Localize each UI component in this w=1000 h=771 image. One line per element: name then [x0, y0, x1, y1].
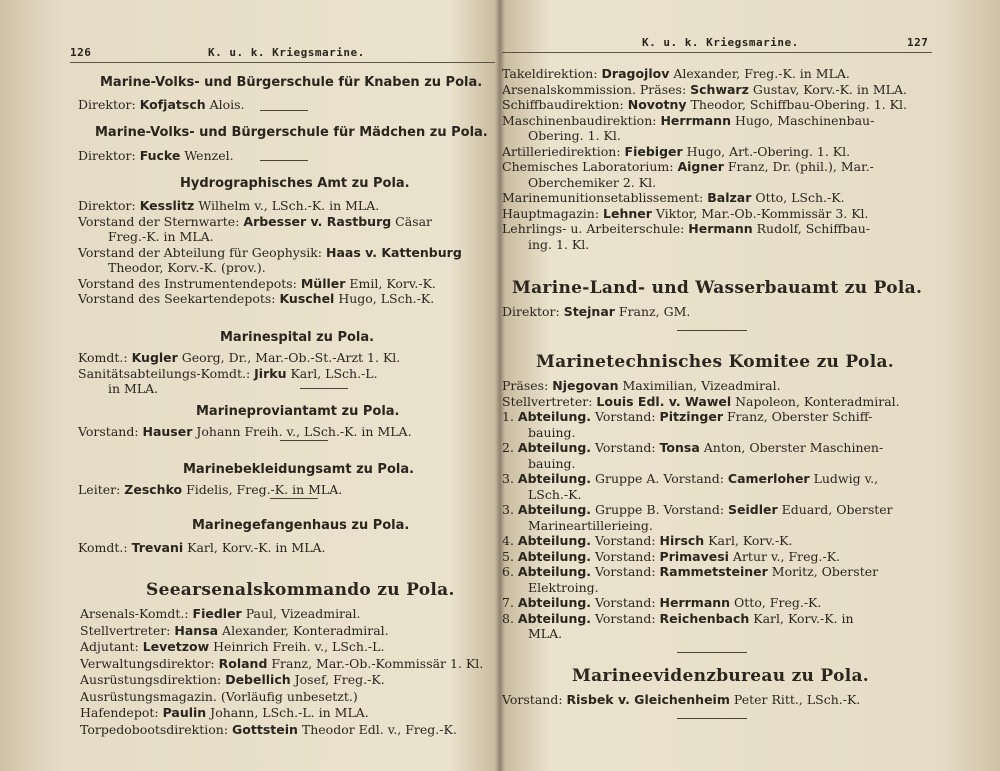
entry-name: Fiebiger — [624, 143, 683, 159]
entry-label: 4. — [502, 533, 518, 548]
entry-line — [78, 245, 462, 260]
entry-text: Peter Ritt., LSch.-K. — [729, 692, 861, 707]
entry-label: Artilleriedirektion: — [502, 143, 625, 159]
entry-text: ing. 1. Kl. — [528, 236, 590, 252]
entry-line — [80, 606, 360, 621]
entry-text: Alexander, Freg.-K. in MLA. — [669, 66, 850, 81]
entry-text: Hugo, Maschinenbau- — [730, 112, 875, 128]
entry-line — [528, 237, 589, 252]
entry-name: Herrmann — [659, 595, 731, 610]
entry-line — [80, 705, 369, 720]
running-header-right: K. u. k. Kriegsmarine. — [642, 36, 799, 49]
entry-name: Tonsa — [659, 440, 700, 455]
entry-line — [502, 190, 845, 205]
entry-text: Theodor, Schiffbau-Obering. 1. Kl. — [686, 97, 907, 112]
entry-text: Heinrich Freih. v., LSch.-L. — [209, 639, 385, 654]
entry-text: Oberchemiker 2. Kl. — [528, 174, 657, 190]
separator-rule — [677, 718, 747, 719]
page-number-right: 127 — [907, 36, 929, 49]
entry-label: Chemisches Laboratorium: — [502, 159, 678, 174]
entry-line — [502, 471, 878, 486]
entry-label: Takeldirektion: — [502, 66, 602, 81]
entry-text: Theodor, Korv.-K. (prov.). — [108, 260, 266, 275]
entry-name: Debellich — [225, 672, 291, 687]
entry-text: Eduard, Oberster — [777, 502, 893, 517]
entry-line — [502, 611, 854, 626]
entry-label: 6. — [502, 564, 518, 579]
entry-label: Vorstand des Instrumentendepots: — [78, 275, 301, 291]
entry-name: Gottstein — [232, 721, 298, 737]
entry-text: Gruppe B. Vorstand: — [591, 502, 729, 517]
entry-label: Hauptmagazin: — [502, 205, 604, 221]
entry-text: Hugo, LSch.-K. — [334, 291, 435, 306]
entry-name: Kuschel — [279, 291, 335, 306]
entry-label: Ausrüstungsmagazin. — [80, 688, 221, 704]
separator-rule — [677, 652, 747, 653]
entry-line — [528, 425, 576, 440]
entry-line — [80, 623, 389, 638]
entry-line — [528, 518, 653, 533]
entry-label: Stellvertreter: — [502, 393, 597, 409]
entry-name: Arbesser v. Rastburg — [243, 213, 392, 229]
entry-line — [78, 97, 245, 112]
entry-name: Dragojlov — [601, 66, 670, 81]
entry-text: bauing. — [528, 424, 576, 440]
entry-line — [78, 350, 400, 365]
entry-label: Stellvertreter: — [80, 622, 175, 638]
entry-label: Verwaltungsdirektor: — [80, 655, 219, 671]
entry-text: Anton, Oberster Maschinen- — [699, 440, 884, 455]
entry-line — [502, 221, 870, 236]
entry-line — [528, 456, 576, 471]
entry-line — [78, 366, 378, 381]
entry-text: Vorstand: — [591, 533, 660, 548]
entry-line — [502, 549, 840, 564]
entry-label: Torpedobootsdirektion: — [80, 721, 233, 737]
entry-line — [78, 540, 326, 555]
entry-line — [502, 206, 869, 221]
entry-line — [80, 656, 483, 671]
entry-text: bauing. — [528, 455, 576, 471]
entry-label: 7. — [502, 595, 518, 610]
entry-text: Alexander, Konteradmiral. — [218, 622, 389, 638]
entry-line — [78, 214, 432, 229]
entry-text: Cäsar — [391, 213, 433, 229]
entry-name: Müller — [300, 275, 346, 291]
entry-name: Primavesi — [659, 548, 729, 564]
entry-name: Fucke — [139, 148, 181, 163]
entry-name: Seidler — [728, 502, 778, 517]
page-number-left: 126 — [70, 46, 92, 59]
section-title: Marine-Volks- und Bürgerschule für Knaben zu Pola. — [100, 75, 483, 90]
entry-label: 2. — [502, 440, 518, 455]
entry-text: Hugo, Art.-Obering. 1. Kl. — [682, 143, 851, 159]
entry-label: Marinemunitionsetablissement: — [502, 190, 708, 205]
section-title: Marineevidenzbureau zu Pola. — [572, 666, 869, 686]
entry-name: Paulin — [162, 705, 207, 720]
entry-label: Direktor: — [78, 198, 140, 213]
entry-text: Artur v., Freg.-K. — [728, 548, 841, 564]
section-title: Seearsenalskommando zu Pola. — [146, 580, 455, 600]
header-rule — [70, 62, 495, 63]
entry-name: Abteilung. — [517, 440, 592, 455]
entry-label: Arsenalskommission. Präses: — [502, 81, 691, 97]
entry-label: Sanitätsabteilungs-Komdt.: — [78, 365, 255, 381]
entry-line — [502, 304, 690, 319]
left-page — [0, 0, 498, 771]
entry-label: Vorstand: — [502, 692, 567, 707]
entry-line — [502, 502, 893, 517]
entry-label: Präses: — [502, 378, 553, 393]
running-header-left: K. u. k. Kriegsmarine. — [208, 46, 365, 59]
entry-text: Napoleon, Konteradmiral. — [731, 393, 900, 409]
entry-line — [80, 639, 384, 654]
entry-name: Louis Edl. v. Wawel — [596, 393, 732, 409]
entry-line — [108, 381, 158, 396]
entry-text: Karl, LSch.-L. — [286, 365, 378, 381]
entry-line — [502, 82, 907, 97]
entry-text: Rudolf, Schiffbau- — [752, 221, 870, 236]
entry-line — [528, 128, 621, 143]
entry-text: Elektroing. — [528, 579, 599, 595]
entry-name: Stejnar — [563, 304, 615, 319]
entry-label: Hafendepot: — [80, 705, 163, 720]
header-rule — [502, 52, 932, 53]
entry-label: Vorstand des Seekartendepots: — [78, 291, 280, 306]
entry-name: Schwarz — [690, 81, 749, 97]
entry-name: Hirsch — [659, 533, 705, 548]
entry-name: Rammetsteiner — [659, 564, 768, 579]
entry-text: Ludwig v., — [809, 471, 879, 486]
entry-text: Otto, LSch.-K. — [751, 190, 845, 205]
entry-name: Lehner — [603, 205, 652, 221]
entry-name: Abteilung. — [517, 409, 592, 424]
entry-line — [528, 626, 562, 641]
entry-label: Direktor: — [78, 97, 140, 112]
entry-name: Levetzow — [142, 639, 210, 654]
entry-name: Reichenbach — [659, 610, 750, 626]
right-page — [502, 0, 1000, 771]
entry-line — [78, 291, 434, 306]
separator-rule — [300, 388, 348, 389]
entry-line — [502, 97, 907, 112]
entry-label: Komdt.: — [78, 540, 132, 555]
entry-text: Obering. 1. Kl. — [528, 128, 621, 143]
entry-line — [80, 672, 385, 687]
entry-text: Karl, Korv.-K. in MLA. — [183, 540, 326, 555]
entry-label: Maschinenbaudirektion: — [502, 112, 661, 128]
section-title: Marinegefangenhaus zu Pola. — [192, 518, 410, 533]
entry-name: Risbek v. Gleichenheim — [566, 692, 730, 707]
entry-name: Aigner — [677, 159, 724, 174]
entry-name: Trevani — [131, 540, 184, 555]
entry-line — [502, 144, 850, 159]
entry-label: 5. — [502, 548, 518, 564]
entry-line — [502, 595, 821, 610]
separator-rule — [260, 160, 308, 161]
entry-name: Hansa — [174, 622, 219, 638]
entry-line — [108, 260, 266, 275]
entry-text: Alois. — [205, 97, 245, 112]
entry-name: Njegovan — [552, 378, 619, 393]
entry-name: Abteilung. — [517, 564, 592, 579]
entry-label: Vorstand der Sternwarte: — [78, 213, 244, 229]
entry-text: Franz, Mar.-Ob.-Kommissär 1. Kl. — [267, 655, 484, 671]
entry-name: Pitzinger — [659, 409, 724, 424]
entry-line — [78, 424, 412, 439]
entry-line — [502, 564, 878, 579]
entry-text: Fidelis, Freg.-K. in MLA. — [182, 482, 343, 497]
entry-text: Gruppe A. Vorstand: — [591, 471, 728, 486]
entry-text: Wilhelm v., LSch.-K. in MLA. — [194, 198, 380, 213]
entry-name: Camerloher — [727, 471, 810, 486]
section-title: Marine-Land- und Wasserbauamt zu Pola. — [512, 278, 923, 298]
entry-line — [502, 409, 872, 424]
entry-name: Abteilung. — [517, 595, 592, 610]
entry-label: Arsenals-Komdt.: — [80, 606, 193, 621]
entry-label: Direktor: — [78, 148, 140, 163]
entry-text: Paul, Vizeadmiral. — [241, 606, 361, 621]
entry-label: Vorstand der Abteilung für Geophysik: — [78, 244, 326, 260]
entry-text: MLA. — [528, 626, 563, 641]
entry-label: 3. — [502, 471, 518, 486]
entry-line — [80, 689, 358, 704]
entry-line — [108, 229, 214, 244]
entry-label: 1. — [502, 409, 518, 424]
entry-text: Johann, LSch.-L. in MLA. — [206, 705, 369, 720]
entry-text: Franz, Oberster Schiff- — [723, 409, 873, 424]
entry-name: Abteilung. — [517, 533, 592, 548]
entry-text: Johann Freih. v., LSch.-K. in MLA. — [192, 424, 412, 439]
entry-name: Abteilung. — [517, 610, 592, 626]
entry-text: Marineartillerieing. — [528, 517, 653, 533]
entry-name: Kesslitz — [139, 198, 195, 213]
entry-line — [80, 722, 457, 737]
separator-rule — [260, 110, 308, 111]
section-title: Hydrographisches Amt zu Pola. — [180, 176, 410, 191]
entry-name: Kofjatsch — [139, 97, 206, 112]
entry-text: Maximilian, Vizeadmiral. — [618, 378, 781, 393]
entry-text: Vorstand: — [591, 564, 660, 579]
entry-line — [502, 159, 874, 174]
entry-text: Otto, Freg.-K. — [730, 595, 822, 610]
section-title: Marinespital zu Pola. — [220, 330, 375, 345]
entry-text: LSch.-K. — [528, 486, 582, 502]
entry-label: Leiter: — [78, 482, 125, 497]
entry-line — [502, 113, 874, 128]
entry-name: Jirku — [254, 365, 287, 381]
entry-line — [528, 175, 656, 190]
section-title: Marineproviantamt zu Pola. — [196, 404, 400, 419]
entry-line — [78, 198, 379, 213]
section-title: Marinebekleidungsamt zu Pola. — [183, 462, 415, 477]
entry-line — [78, 276, 436, 291]
entry-label: 3. — [502, 502, 518, 517]
entry-line — [502, 394, 900, 409]
entry-text: Viktor, Mar.-Ob.-Kommissär 3. Kl. — [651, 205, 869, 221]
entry-line — [502, 692, 860, 707]
entry-line — [528, 487, 581, 502]
entry-name: Herrmann — [660, 112, 731, 128]
entry-name: Abteilung. — [517, 548, 592, 564]
separator-rule — [270, 498, 318, 499]
entry-text: Georg, Dr., Mar.-Ob.-St.-Arzt 1. Kl. — [177, 350, 401, 365]
entry-text: Karl, Korv.-K. — [704, 533, 793, 548]
entry-label: Adjutant: — [80, 639, 143, 654]
entry-label: Lehrlings- u. Arbeiterschule: — [502, 221, 689, 236]
entry-text: Theodor Edl. v., Freg.-K. — [297, 721, 457, 737]
entry-text: Vorstand: — [591, 440, 660, 455]
entry-name: Haas v. Kattenburg — [326, 244, 462, 260]
entry-line — [502, 378, 781, 393]
entry-name: Hauser — [142, 424, 193, 439]
entry-name: Balzar — [707, 190, 752, 205]
entry-label: Direktor: — [502, 304, 564, 319]
entry-text: Moritz, Oberster — [767, 564, 879, 579]
entry-label: Komdt.: — [78, 350, 132, 365]
entry-line — [502, 533, 792, 548]
entry-name: Kugler — [131, 350, 178, 365]
entry-text: Josef, Freg.-K. — [290, 672, 385, 687]
section-title: Marinetechnisches Komitee zu Pola. — [536, 352, 894, 372]
entry-text: Freg.-K. in MLA. — [108, 229, 214, 244]
entry-name: Novotny — [627, 97, 687, 112]
entry-label: 8. — [502, 610, 518, 626]
entry-name: Hermann — [688, 221, 753, 236]
entry-text: Gustav, Korv.-K. in MLA. — [748, 81, 907, 97]
entry-text: Wenzel. — [180, 148, 234, 163]
entry-text: Vorstand: — [591, 595, 660, 610]
section-title: Marine-Volks- und Bürgerschule für Mädchen zu Pola. — [95, 125, 488, 140]
entry-text: Vorstand: — [591, 409, 660, 424]
entry-text: Vorstand: — [591, 548, 660, 564]
entry-label: Schiffbaudirektion: — [502, 97, 628, 112]
entry-line — [528, 580, 599, 595]
entry-text: Franz, Dr. (phil.), Mar.- — [723, 159, 874, 174]
entry-text: Franz, GM. — [614, 304, 691, 319]
entry-name: Zeschko — [124, 482, 183, 497]
entry-label: Vorstand: — [78, 424, 143, 439]
entry-text: (Vorläufig unbesetzt.) — [220, 688, 358, 704]
entry-text: Vorstand: — [591, 610, 660, 626]
entry-line — [502, 66, 850, 81]
separator-rule — [677, 330, 747, 331]
entry-text: Karl, Korv.-K. in — [749, 610, 854, 626]
entry-name: Abteilung. — [517, 471, 592, 486]
entry-name: Roland — [218, 655, 268, 671]
entry-label: Ausrüstungsdirektion: — [80, 672, 226, 687]
entry-line — [502, 440, 883, 455]
entry-text: in MLA. — [108, 381, 159, 396]
entry-name: Abteilung. — [517, 502, 592, 517]
entry-name: Fiedler — [192, 606, 242, 621]
separator-rule — [280, 440, 328, 441]
entry-line — [78, 482, 342, 497]
entry-text: Emil, Korv.-K. — [345, 275, 436, 291]
entry-line — [78, 148, 234, 163]
